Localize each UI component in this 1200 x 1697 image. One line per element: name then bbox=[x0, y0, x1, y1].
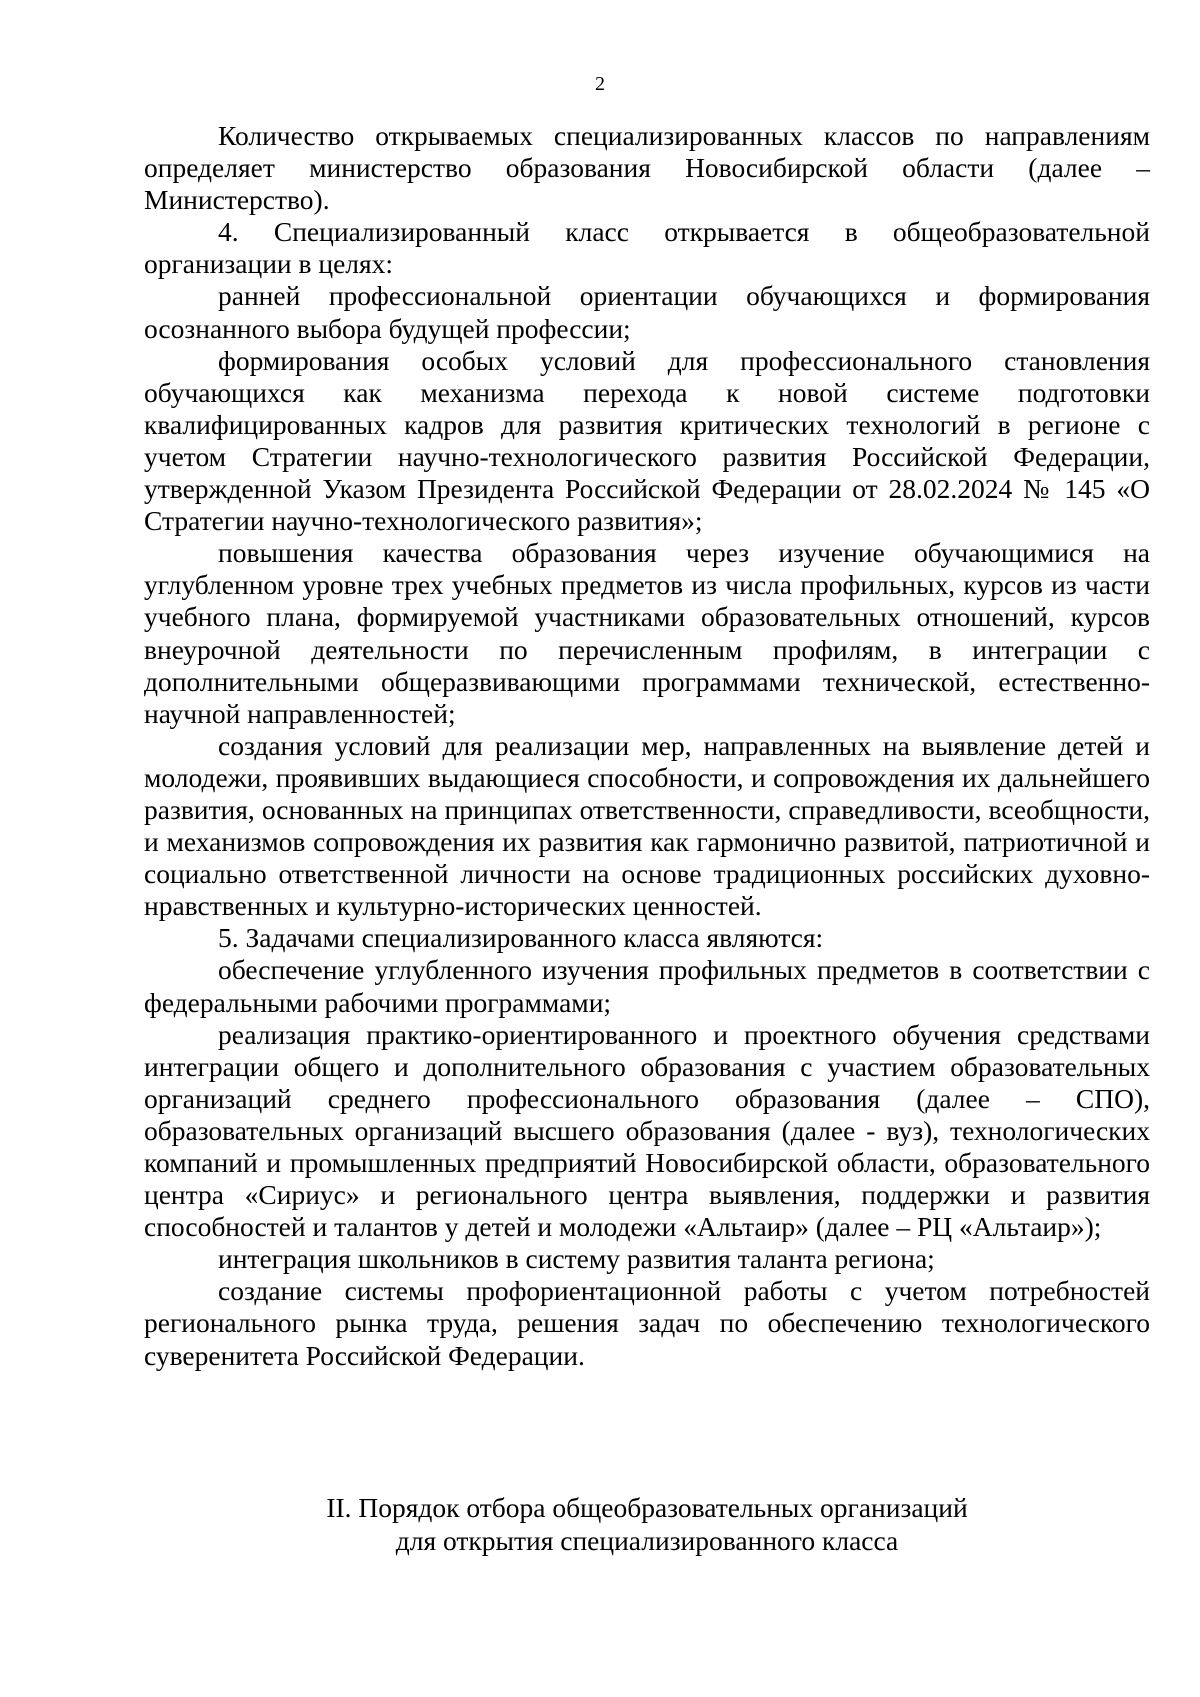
paragraph-item-4-intro: 4. Специализированный класс открывается в общеобразовательной организации в целях: bbox=[144, 216, 1150, 280]
section-heading-line-2: для открытия специализированного класса bbox=[395, 1524, 899, 1556]
paragraph-advanced-study: обеспечение углубленного изучения профильных предметов в соответствии с федеральными рабочими программами; bbox=[144, 954, 1150, 1018]
paragraph-practice-oriented: реализация практико-ориентированного и проектного обучения средствами интеграции общего и дополнительного образования с участием образовательных организаций среднего профессионального образования (далее – СПО), образовательных организаций высшего образования (далее - вуз), технологических компаний и промышленных предприятий Новосибирской области, образовательного центра «Сириус» и регионального центра выявления, поддержки и развития способностей и талантов у детей и молодежи «Альтаир» (далее – РЦ «Альтаир»); bbox=[144, 1018, 1150, 1243]
paragraph-ministry: Количество открываемых специализированных классов по направлениям определяет министерство образования Новосибирской области (далее – Министерство). bbox=[144, 120, 1150, 216]
paragraph-early-orientation: ранней профессиональной ориентации обучающихся и формирования осознанного выбора будущей профессии; bbox=[144, 280, 1150, 344]
paragraph-special-conditions: формирования особых условий для профессионального становления обучающихся как механизма перехода к новой системе подготовки квалифицированных кадров для развития критических технологий в регионе с учетом Стратегии научно-технологического развития Российской Федерации, утвержденной Указом Президента Российской Федерации от 28.02.2024 № 145 «О Стратегии научно-технологического развития»; bbox=[144, 344, 1150, 537]
paragraph-career-guidance: создание системы профориентационной работы с учетом потребностей регионального рынка труда, решения задач по обеспечению технологического суверенитета Российской Федерации. bbox=[144, 1275, 1150, 1371]
paragraph-integration: интеграция школьников в систему развития таланта региона; bbox=[218, 1243, 935, 1275]
paragraph-education-quality: повышения качества образования через изучение обучающимися на углубленном уровне трех учебных предметов из числа профильных, курсов из части учебного плана, формируемой участниками образовательных отношений, курсов внеурочной деятельности по перечисленным профилям, в интеграции с дополнительными общеразвивающими программами технической, естественно-научной направленностей; bbox=[144, 537, 1150, 729]
section-heading-line-1: II. Порядок отбора общеобразовательных организаций bbox=[326, 1492, 968, 1523]
page-number: 2 bbox=[595, 73, 605, 95]
paragraph-talent-support: создания условий для реализации мер, направленных на выявление детей и молодежи, проявивших выдающиеся способности, и сопровождения их дальнейшего развития, основанных на принципах ответственности, справедливости, всеобщности, и механизмов сопровождения их развития как гармонично развитой, патриотичной и социально ответственной личности на основе традиционных российских духовно-нравственных и культурно-исторических ценностей. bbox=[144, 729, 1150, 922]
paragraph-item-5-intro: 5. Задачами специализированного класса являются: bbox=[218, 922, 824, 954]
document-body bbox=[144, 120, 1150, 1372]
section-heading bbox=[144, 1492, 1150, 1557]
